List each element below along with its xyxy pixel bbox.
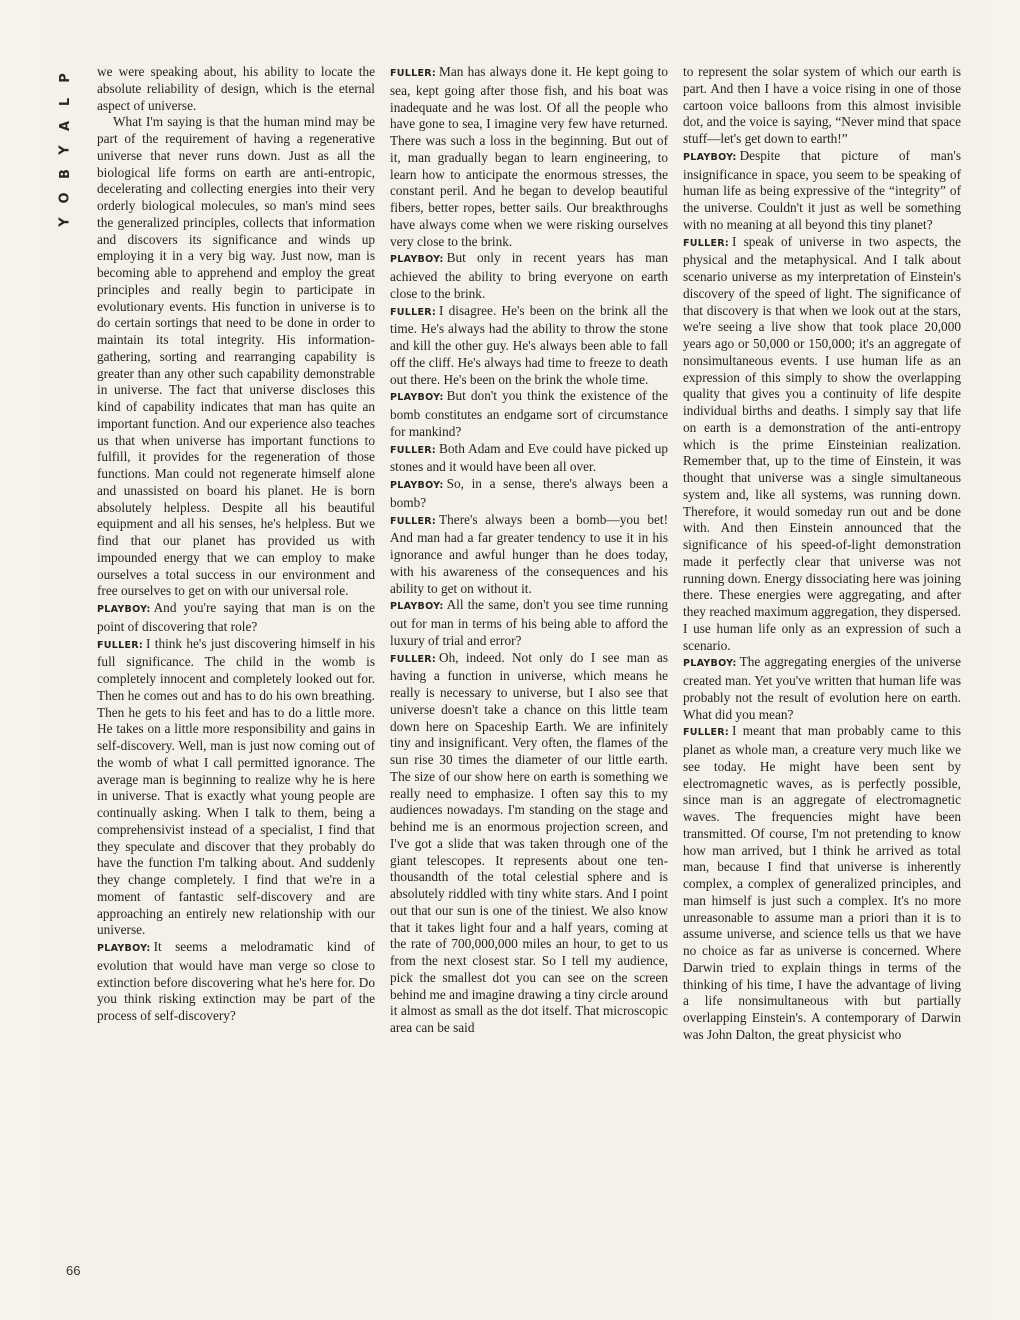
speaker-label: PLAYBOY:	[97, 943, 151, 954]
paragraph-text: we were speaking about, his ability to locate the absolute reliability of design, which is the eternal aspect of universe.	[97, 64, 375, 113]
speaker-label: FULLER:	[390, 68, 437, 79]
paragraph	[683, 148, 961, 234]
speaker-label: PLAYBOY:	[390, 254, 444, 266]
paragraph-text: What I'm saying is that the human mind may be part of the requirement of having a regenerative universe that never runs down. Just as all the biological life forms on earth are anti-entropic, decelerating and collecting energies into their very orderly biological molecules, so man's mind sees the generalized principles, collects that information and discovers its significance and winds up employing it in a very big way. Just now, man is becoming able to apprehend and employ the great principles and really begin to participate in evolutionary events. His function in universe is to do certain sortings that need to be done in order to maintain its total integrity. His information-gathering, sorting and rearranging capability is greater than any other such capability demonstrable in universe. The fact that universe discloses this kind of capability indicates that man has quite an important function. And our experience also teaches us that when universe has important functions to fulfill, it provides for the regeneration of those functions. Man could not regenerate himself alone and unassisted on board his planet. He is born absolutely helpless. Despite all his beautiful equipment and all his senses, he's helpless. But we find that our planet has provided us with impounded energy that we can employ to make ourselves a total success in our environment and free ourselves to get on with our universal role.	[97, 114, 375, 599]
paragraph	[390, 650, 668, 1037]
speaker-label: PLAYBOY:	[683, 658, 737, 670]
paragraph	[683, 234, 961, 655]
speaker-label: FULLER:	[390, 653, 437, 665]
paragraph-text: So, in a sense, there's always been a bomb?	[390, 476, 668, 510]
speaker-label: PLAYBOY:	[390, 480, 444, 491]
paragraph	[683, 723, 961, 1043]
paragraph-text: And you're saying that man is on the point of discovering that role?	[97, 600, 375, 634]
paragraph-text: I think he's just discovering himself in his full significance. The child in the womb is completely innocent and completely looked out for. Then he comes out and has to do his own breathing. Then he gets to his feet and has to do a little more. He takes on a little more responsibility and gains in self-discovery. Well, man is just now coming out of the womb of what I call permitted ignorance. The average man is beginning to realize why he is here in universe. That is exactly what young people are continually asking. When I talk to them, being a comprehensivist instead of a specialist, I find that they speculate and discover that they probably do have the function I'm talking about. And suddenly they change completely. I find that we're in a moment of fantastic self-discovery and are approaching an entirely new relationship with our universe.	[97, 635, 375, 938]
text-column-1	[97, 64, 375, 1025]
paragraph-text: I disagree. He's been on the brink all the time. He's always had the ability to throw the stone and kill the other guy. He's always been able to fall off the cliff. He's always had time to freeze to death out there. He's been on the brink the whole time.	[390, 302, 668, 387]
paragraph-text: Despite that picture of man's insignificance in space, you seem to be speaking of human life as being expressive of the “integrity” of the universe. Couldn't it just as well be something with no meaning at all beyond this tiny planet?	[683, 147, 961, 232]
paragraph	[390, 441, 668, 477]
text-column-2	[390, 64, 668, 1037]
paragraph	[683, 64, 961, 148]
masthead-letter: P	[58, 73, 73, 83]
paragraph	[390, 250, 668, 302]
paragraph	[97, 114, 375, 600]
paragraph	[97, 636, 375, 940]
masthead-letter: O	[58, 192, 73, 204]
masthead-letter: Y	[57, 145, 73, 155]
paragraph	[97, 64, 375, 114]
masthead-letter: L	[57, 97, 73, 107]
paragraph-text: to represent the solar system of which our earth is part. And then I have a voice rising in one of those cartoon voice balloons from this almost invisible dot, and the voice is saying, “Never mind that space stuff—let's get down to earth!”	[683, 64, 961, 146]
paragraph-text: There's always been a bomb—you bet! And man had a far greater tendency to use it in his ignorance and awful hunger than he does today, with his awareness of the consequences and his ability to get on without it.	[390, 511, 668, 596]
paragraph-text: I speak of universe in two aspects, the physical and the metaphysical. And I talk about scenario universe as my interpretation of Einstein's discovery of the speed of light. The significance of that discovery is that when we look out at the stars, we're seeing a live show that took place 20,000 years ago or 50,000 or 150,000; it's an aggregate of nonsimultaneous events. I use human life as an expression of this simply to show the overlapping quality that gives you a continuity of life despite individual births and deaths. I simply say that life on earth is a demonstration of the anti-entropy which is the prime Einsteinian realization. Remember that, up to the time of Einstein, it was thought that universe was a single simultaneous system and, like all systems, was running down. Therefore, it would someday run out and be done with. And then Einstein announced that the significance of his speed-of-light demonstration made it perfectly clear that universe was not running down. Energy dissociating here was joining there. These energies were aggregating, and after they reached maximum aggregation, they dispersed. I use human life only as an expression of such a scenario.	[683, 233, 961, 653]
speaker-label: FULLER:	[97, 639, 144, 651]
paragraph	[390, 303, 668, 389]
masthead-letter: Y	[57, 217, 73, 227]
speaker-label: FULLER:	[683, 237, 730, 249]
paragraph-text: All the same, don't you see time running out for man in terms of his being able to afford the luxury of trial and error?	[390, 597, 668, 648]
paragraph	[390, 476, 668, 512]
paragraph	[390, 64, 668, 250]
paragraph	[390, 597, 668, 649]
masthead-letter: B	[57, 169, 73, 179]
paragraph-text: It seems a melodramatic kind of evolution that would have man verge so close to extinction before discovering what he's here for. Do you think risking extinction may be part of the process of self-discovery?	[97, 939, 375, 1023]
speaker-label: FULLER:	[683, 727, 730, 739]
paragraph-text: Oh, indeed. Not only do I see man as having a function in universe, which means he really is necessary to universe, but I also see that universe doesn't take a chance on this little team down here on Spaceship Earth. We are infinitely tiny and insignificant. Very often, the flames of the sun rise 30 times the diameter of our little earth. The size of our show here on earth is something we really need to emphasize. I often say this to my audiences nowadays. I'm standing on the stage and behind me is an enormous projection screen, and I've got a slide that was taken through one of the giant telescopes. It represents about one ten-thousandth of the total celestial sphere and is absolutely riddled with tiny white stars. And I point out that our sun is one of the tiniest. We also know that it takes light four and a half years, coming at the rate of 700,000,000 miles an hour, to get to us from the next closest star. So I tell my audience, pick the smallest dot you can see on the screen behind me and imagine drawing a tiny circle around it almost as small as the dot itself. That microscopic area can be said	[390, 649, 668, 1035]
paragraph-text: But don't you think the existence of the bomb constitutes an endgame sort of circumstance for mankind?	[390, 388, 668, 439]
speaker-label: FULLER:	[390, 444, 437, 456]
speaker-label: PLAYBOY:	[683, 151, 737, 163]
paragraph	[390, 512, 668, 598]
paragraph-text: I meant that man probably came to this planet as whole man, a creature very much like we see today. He might have been sent by electromagnetic waves, as is perfectly possible, since man is an aggregate of electromagnetic waves. The frequencies might have been transmitted. Of course, I'm not pretending to know how man arrived, but I think he arrived as total man, because I find that universe is inherently complex, a complex of generalized principles, and man himself is just such a complex. It's no more unreasonable to assume man a priori than it is to assume universe, and science tells us that we have no choice as far as universe is concerned. Where Darwin tried to explain things in terms of the thinking of his time, I have the advantage of living a life nonsimultaneous with but partially overlapping Einstein's. A contemporary of Darwin was John Dalton, the great physicist who	[683, 723, 961, 1042]
paragraph-text: But only in recent years has man achieved the ability to bring everyone on earth close to the brink.	[390, 250, 668, 301]
masthead-letter: A	[58, 120, 73, 132]
page-number: 66	[66, 1263, 81, 1278]
paragraph	[390, 388, 668, 440]
paragraph	[97, 939, 375, 1025]
masthead-vertical	[56, 66, 76, 234]
speaker-label: PLAYBOY:	[390, 601, 444, 613]
speaker-label: PLAYBOY:	[97, 604, 151, 615]
text-column-3	[683, 64, 961, 1044]
speaker-label: PLAYBOY:	[390, 392, 444, 404]
paragraph-text: The aggregating energies of the universe created man. Yet you've written that human life was probably not the result of evolution here on earth. What did you mean?	[683, 654, 961, 722]
paragraph-text: Both Adam and Eve could have picked up stones and it would have been all over.	[390, 440, 668, 475]
speaker-label: FULLER:	[390, 306, 437, 318]
paragraph	[97, 600, 375, 636]
speaker-label: FULLER:	[390, 515, 437, 527]
paragraph	[683, 654, 961, 723]
paragraph-text: Man has always done it. He kept going to sea, kept going after those fish, and his boat was inadequate and he was lost. Of all the people who have gone to sea, I imagine very few have returned. There was such a loss in the beginning. But out of it, man gradually began to learn engineering, to learn how to anticipate the enormous stresses, the constant peril. And he began to develop beautiful fibers, better ropes, better sails. Our breakthroughs have always come when we were risking ourselves very close to the brink.	[390, 64, 668, 249]
